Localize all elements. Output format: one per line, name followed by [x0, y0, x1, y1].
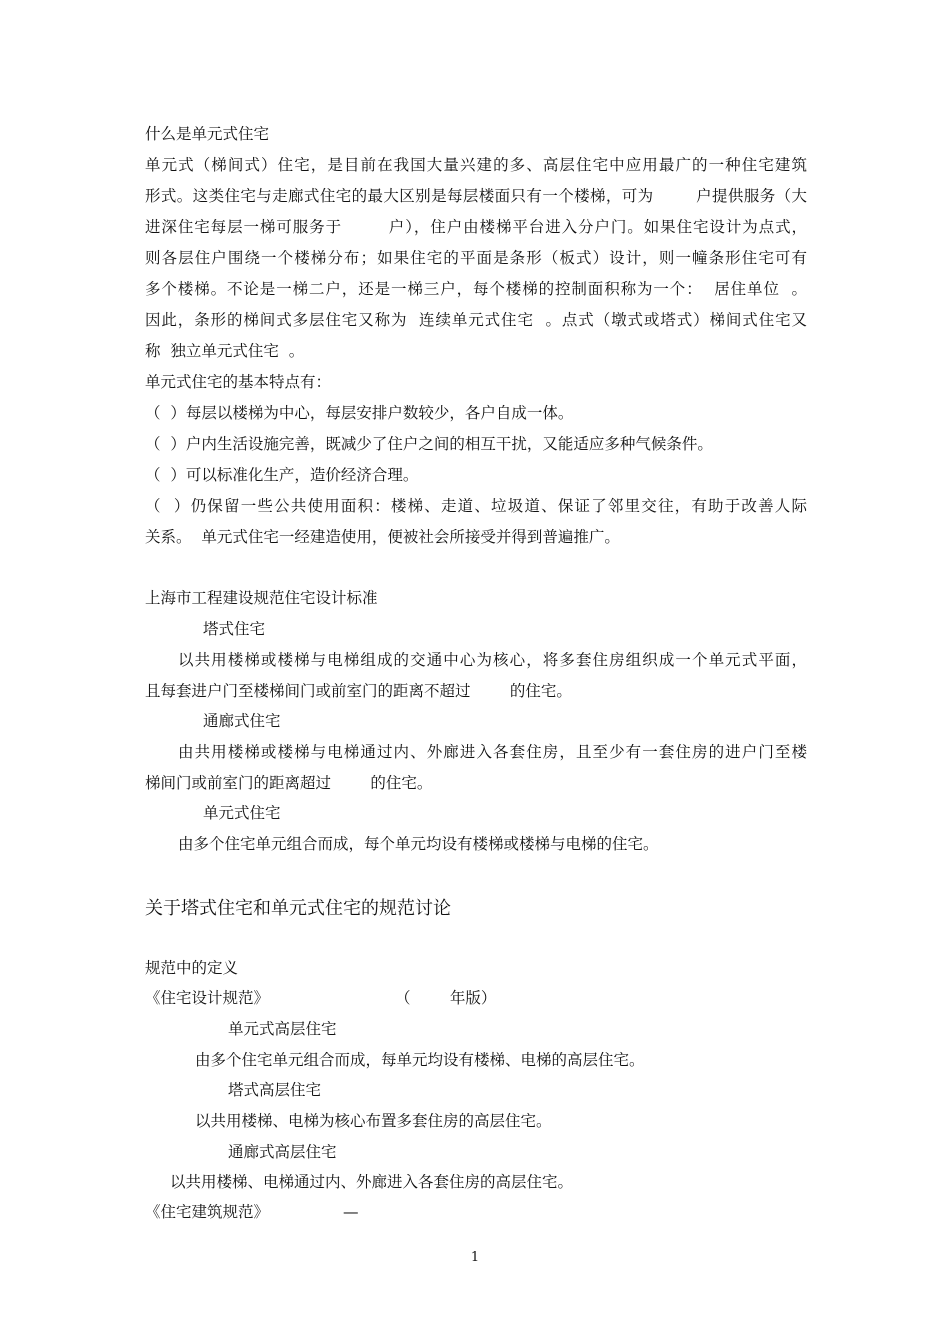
- term-heading: 通廊式住宅: [203, 712, 281, 730]
- paragraph-line: 进深住宅每层一梯可服务于 户），住户由楼梯平台进入分户门。如果住宅设计为点式，: [145, 218, 807, 236]
- definition-line: 由共用楼梯或楼梯与电梯通过内、外廊进入各套住房，且至少有一套住房的进户门至楼: [178, 743, 807, 761]
- paragraph-line: 多个楼梯。不论是一梯二户，还是一梯三户，每个楼梯的控制面积称为一个： 居住单位 。: [145, 280, 807, 298]
- paragraph-line: 因此，条形的梯间式多层住宅又称为 连续单元式住宅 。点式（墩式或塔式）梯间式住宅又: [145, 311, 807, 329]
- code-name: 《住宅建筑规范》: [145, 1203, 270, 1221]
- definition-line: 梯间门或前室门的距离超过 的住宅。: [145, 774, 433, 792]
- section-title: 上海市工程建设规范住宅设计标准: [145, 589, 378, 607]
- paragraph-line: 单元式（梯间式）住宅，是目前在我国大量兴建的多、高层住宅中应用最广的一种住宅建筑: [145, 156, 807, 174]
- section-title: 什么是单元式住宅: [145, 125, 270, 143]
- paragraph-line: 形式。这类住宅与走廊式住宅的最大区别是每层楼面只有一个楼梯，可为 户提供服务（大: [145, 187, 807, 205]
- term-heading: 塔式高层住宅: [228, 1081, 322, 1099]
- section-heading: 关于塔式住宅和单元式住宅的规范讨论: [145, 898, 451, 919]
- term-heading: 单元式住宅: [203, 804, 281, 822]
- term-heading: 塔式住宅: [203, 620, 266, 638]
- feature-item: （ ）可以标准化生产，造价经济合理。: [145, 466, 419, 484]
- definition-line: 以共用楼梯、电梯通过内、外廊进入各套住房的高层住宅。: [170, 1173, 574, 1191]
- definition-line: 以共用楼梯或楼梯与电梯组成的交通中心为核心，将多套住房组织成一个单元式平面，: [178, 651, 807, 669]
- code-dash: —: [343, 1203, 359, 1221]
- definition-line: 由多个住宅单元组合而成，每单元均设有楼梯、电梯的高层住宅。: [195, 1051, 645, 1069]
- code-year: （ 年版）: [395, 989, 497, 1007]
- page-number: 1: [470, 1250, 480, 1265]
- feature-item: （ ）仍保留一些公共使用面积：楼梯、走道、垃圾道、保证了邻里交往，有助于改善人际: [145, 497, 807, 515]
- paragraph-line: 则各层住户围绕一个楼梯分布；如果住宅的平面是条形（板式）设计，则一幢条形住宅可有: [145, 249, 807, 267]
- feature-item: （ ）户内生活设施完善，既减少了住户之间的相互干扰，又能适应多种气候条件。: [145, 435, 713, 453]
- feature-item: （ ）每层以楼梯为中心，每层安排户数较少，各户自成一体。: [145, 404, 574, 422]
- term-heading: 单元式高层住宅: [228, 1020, 337, 1038]
- paragraph-line: 称 独立单元式住宅 。: [145, 342, 305, 360]
- features-title: 单元式住宅的基本特点有：: [145, 373, 332, 391]
- definition-line: 以共用楼梯、电梯为核心布置多套住房的高层住宅。: [195, 1112, 552, 1130]
- definition-line: 由多个住宅单元组合而成，每个单元均设有楼梯或楼梯与电梯的住宅。: [178, 835, 659, 853]
- term-heading: 通廊式高层住宅: [228, 1143, 337, 1161]
- definition-line: 且每套进户门至楼梯间门或前室门的距离不超过 的住宅。: [145, 682, 572, 700]
- code-name: 《住宅设计规范》: [145, 989, 270, 1007]
- section-subtitle: 规范中的定义: [145, 959, 239, 977]
- feature-item: 关系。 单元式住宅一经建造使用，便被社会所接受并得到普遍推广。: [145, 528, 620, 546]
